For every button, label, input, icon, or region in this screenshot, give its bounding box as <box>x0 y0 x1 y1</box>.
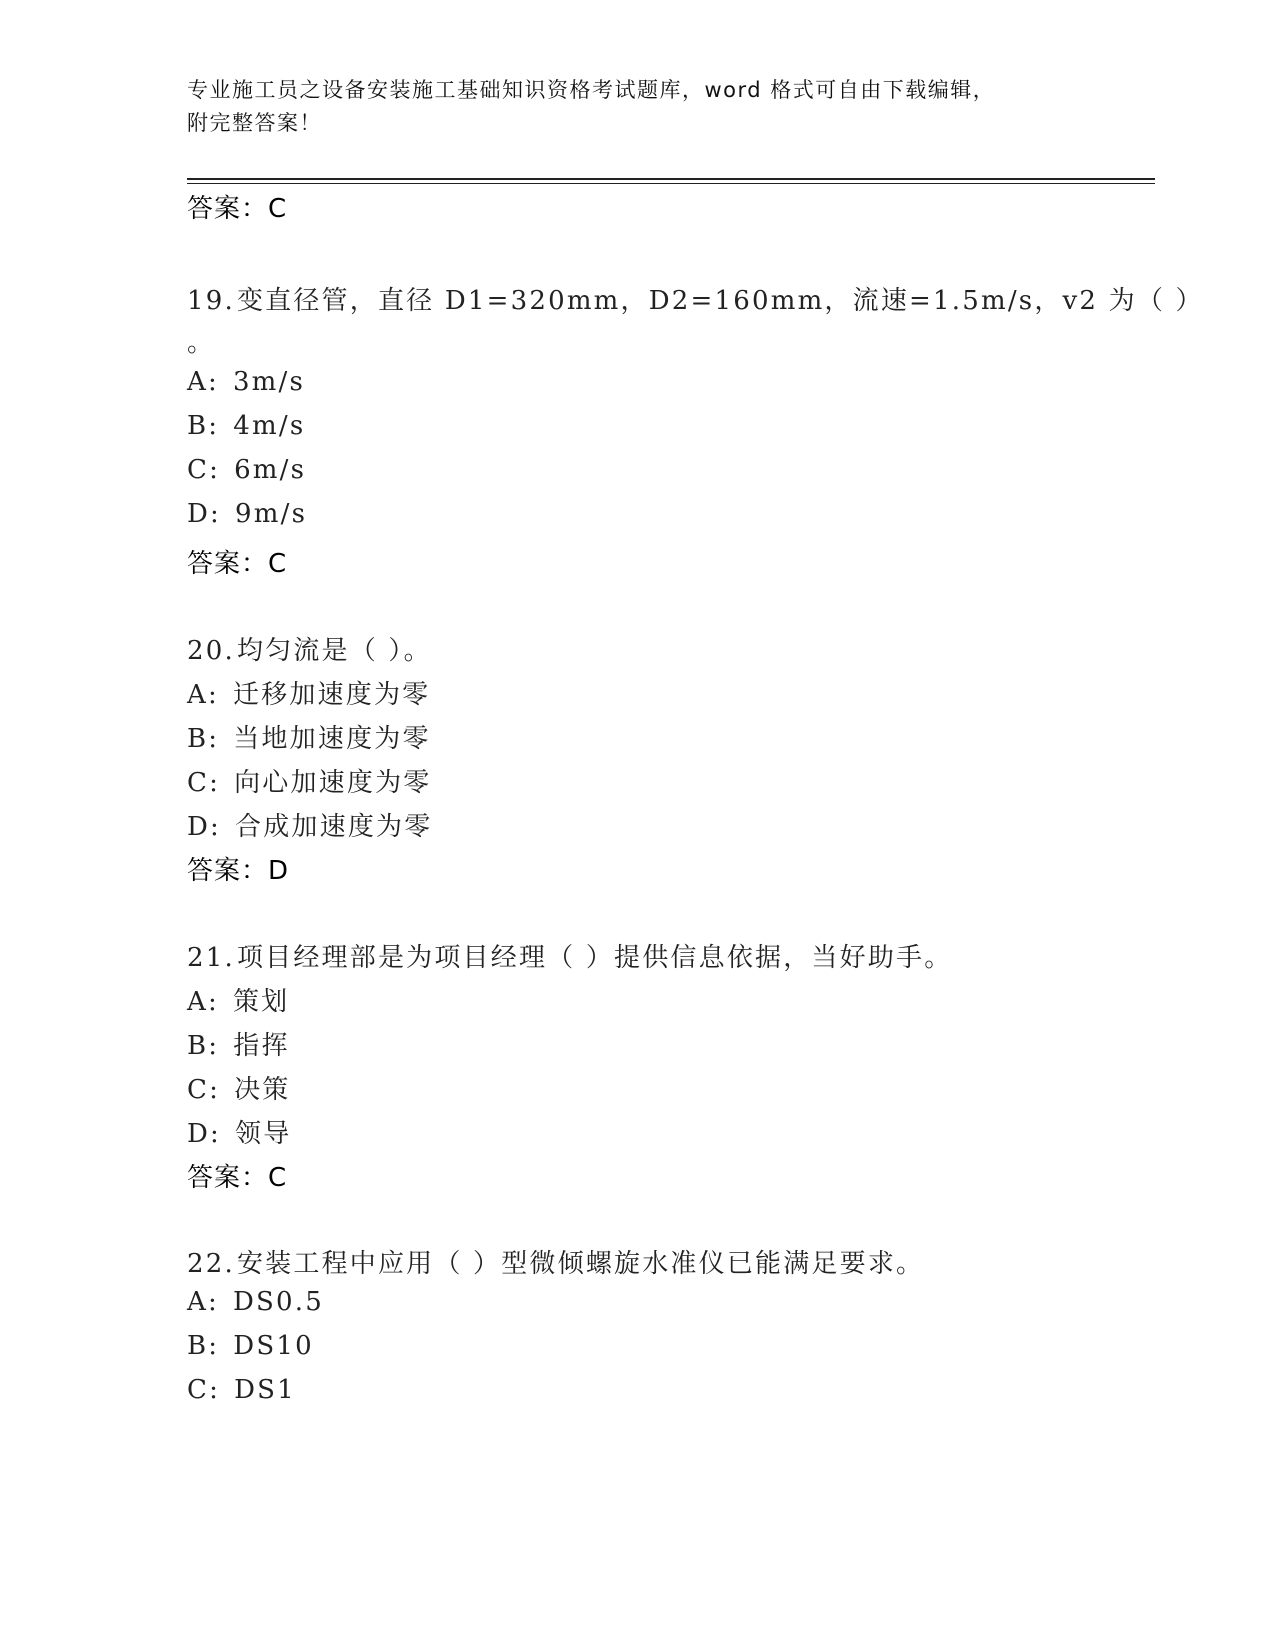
option-22-c <box>187 1375 296 1405</box>
option-19-b <box>187 411 305 441</box>
option-21-b <box>187 1025 290 1062</box>
header-line-1: 专业施工员之设备安装施工基础知识资格考试题库，word 格式可自由下载编辑， <box>187 78 996 102</box>
option-text: 6m/s <box>234 455 307 485</box>
option-text: 9m/s <box>235 499 308 529</box>
option-letter: C: <box>187 768 221 798</box>
option-20-c <box>187 762 431 799</box>
option-21-c <box>187 1069 290 1106</box>
header-line-2: 附完整答案！ <box>187 111 322 135</box>
option-letter: A: <box>187 987 219 1017</box>
option-letter: A: <box>187 680 219 710</box>
option-letter: C: <box>187 1375 221 1405</box>
option-text: 策划 <box>232 987 290 1017</box>
option-text: 指挥 <box>233 1031 290 1061</box>
option-22-b <box>187 1331 314 1361</box>
option-letter: C: <box>187 455 221 485</box>
option-text: 3m/s <box>232 367 306 397</box>
option-text: 决策 <box>234 1075 291 1105</box>
option-letter: C: <box>187 1075 221 1105</box>
option-19-d <box>187 499 307 529</box>
question-number: 22. <box>187 1249 235 1279</box>
option-text: 向心加速度为零 <box>234 768 432 798</box>
option-text: DS0.5 <box>232 1287 324 1317</box>
option-letter: B: <box>187 1031 220 1061</box>
option-19-c <box>187 455 306 485</box>
option-letter: B: <box>187 1331 220 1361</box>
option-letter: B: <box>187 411 220 441</box>
answer-20: 答案：D <box>187 856 290 886</box>
question-number: 21. <box>187 943 235 973</box>
document-header <box>187 74 1087 140</box>
option-text: 迁移加速度为零 <box>232 680 431 710</box>
question-21 <box>187 937 952 974</box>
answer-18: 答案：C <box>187 194 288 224</box>
answer-21: 答案：C <box>187 1163 288 1193</box>
option-letter: D: <box>187 499 222 529</box>
option-21-d <box>187 1113 291 1150</box>
option-letter: A: <box>187 1287 219 1317</box>
header-divider-bottom <box>187 183 1155 184</box>
question-text: 变直径管，直径 D1=320mm，D2=160mm，流速=1.5m/s，v2 为（ ） <box>236 286 1204 316</box>
option-20-d <box>187 806 432 843</box>
question-19-continuation: 。 <box>187 328 216 358</box>
option-text: DS1 <box>234 1375 296 1405</box>
question-text: 均匀流是（ ）。 <box>236 636 432 666</box>
question-22 <box>187 1243 924 1280</box>
question-text: 项目经理部是为项目经理（ ）提供信息依据，当好助手。 <box>236 943 953 973</box>
option-19-a <box>187 367 305 397</box>
option-20-b <box>187 718 431 755</box>
option-text: 4m/s <box>233 411 306 441</box>
question-20 <box>187 630 432 667</box>
option-letter: D: <box>187 1119 222 1149</box>
option-letter: A: <box>187 367 219 397</box>
option-text: 当地加速度为零 <box>233 724 431 754</box>
question-number: 20. <box>187 636 235 666</box>
header-divider-top <box>187 178 1155 180</box>
question-19 <box>187 280 1204 317</box>
question-number: 19. <box>187 286 235 316</box>
option-21-a <box>187 981 289 1018</box>
option-letter: B: <box>187 724 220 754</box>
option-20-a <box>187 674 430 711</box>
option-text: 合成加速度为零 <box>235 812 433 842</box>
option-letter: D: <box>187 812 222 842</box>
option-text: 领导 <box>235 1119 292 1149</box>
option-22-a <box>187 1287 324 1317</box>
answer-19: 答案：C <box>187 549 288 579</box>
question-text: 安装工程中应用（ ）型微倾螺旋水准仪已能满足要求。 <box>236 1249 925 1279</box>
option-text: DS10 <box>233 1331 314 1361</box>
